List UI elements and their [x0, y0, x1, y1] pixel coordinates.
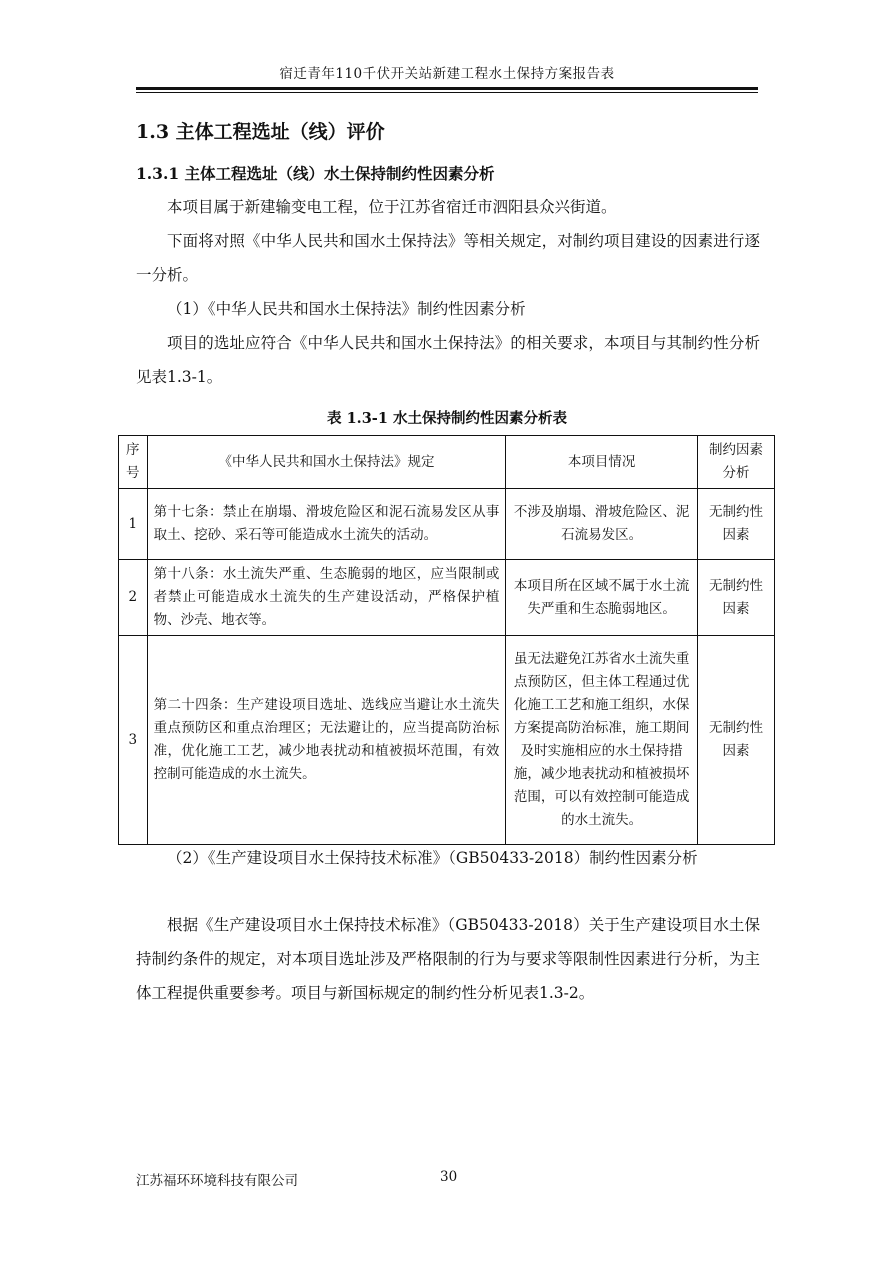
- project-situation: 虽无法避免江苏省水土流失重点预防区，但主体工程通过优化施工工艺和施工组织，水保方案提高防治标准，施工期间及时实施相应的水土保持措施，减少地表扰动和植被损坏范围，可以有效控制可能造成的水土流失。: [506, 636, 698, 845]
- law-provision: 第十八条：水土流失严重、生态脆弱的地区，应当限制或者禁止可能造成水土流失的生产建设活动，严格保护植物、沙壳、地衣等。: [147, 560, 506, 636]
- page-number: 30: [440, 1169, 458, 1185]
- constraint-result: 无制约性因素: [697, 636, 774, 845]
- law-provision: 第二十四条：生产建设项目选址、选线应当避让水土流失重点预防区和重点治理区；无法避让的，应当提高防治标准，优化施工工艺，减少地表扰动和植被损坏范围，有效控制可能造成的水土流失。: [147, 636, 506, 845]
- paragraph-intro: 下面将对照《中华人民共和国水土保持法》等相关规定，对制约项目建设的因素进行逐一分析。: [136, 232, 760, 284]
- constraint-result: 无制约性因素: [697, 489, 774, 560]
- paragraph-standard-heading: （2）《生产建设项目水土保持技术标准》（GB50433-2018）制约性因素分析: [167, 849, 698, 867]
- table-row: [119, 560, 775, 636]
- paragraph-location: 本项目属于新建输变电工程，位于江苏省宿迁市泗阳县众兴街道。: [167, 198, 617, 216]
- row-number: 2: [119, 560, 148, 636]
- row-number: 3: [119, 636, 148, 845]
- paragraph-law-analysis: 项目的选址应符合《中华人民共和国水土保持法》的相关要求，本项目与其制约性分析见表1.3-1。: [136, 334, 760, 386]
- paragraph-law-heading: （1）《中华人民共和国水土保持法》制约性因素分析: [167, 300, 526, 318]
- table-caption: 表 1.3-1 水土保持制约性因素分析表: [327, 410, 567, 427]
- law-provision: 第十七条：禁止在崩塌、滑坡危险区和泥石流易发区从事取土、挖砂、采石等可能造成水土流失的活动。: [147, 489, 506, 560]
- header-no: 序号: [119, 436, 148, 489]
- subsection-heading: 1.3.1 主体工程选址（线）水土保持制约性因素分析: [136, 164, 495, 183]
- table-row: [119, 489, 775, 560]
- constraint-analysis-table: [118, 435, 775, 845]
- paragraph-standard-analysis: 根据《生产建设项目水土保持技术标准》（GB50433-2018）关于生产建设项目水土保持制约条件的规定，对本项目选址涉及严格限制的行为与要求等限制性因素进行分析，为主体工程提供重要参考。项目与新国标规定的制约性分析见表1.3-2。: [136, 916, 760, 1002]
- constraint-result: 无制约性因素: [697, 560, 774, 636]
- page-header-title: 宿迁青年110千伏开关站新建工程水土保持方案报告表: [279, 66, 615, 82]
- header-law: 《中华人民共和国水土保持法》规定: [147, 436, 506, 489]
- table-row: [119, 636, 775, 845]
- table-header-row: [119, 436, 775, 489]
- section-heading: 1.3 主体工程选址（线）评价: [136, 121, 385, 143]
- header-result: 制约因素分析: [697, 436, 774, 489]
- project-situation: 不涉及崩塌、滑坡危险区、泥石流易发区。: [506, 489, 698, 560]
- header-project: 本项目情况: [506, 436, 698, 489]
- footer-company: 江苏福环环境科技有限公司: [136, 1173, 298, 1189]
- project-situation: 本项目所在区域不属于水土流失严重和生态脆弱地区。: [506, 560, 698, 636]
- header-rule-thin: [136, 92, 758, 93]
- header-rule-thick: [136, 87, 758, 90]
- row-number: 1: [119, 489, 148, 560]
